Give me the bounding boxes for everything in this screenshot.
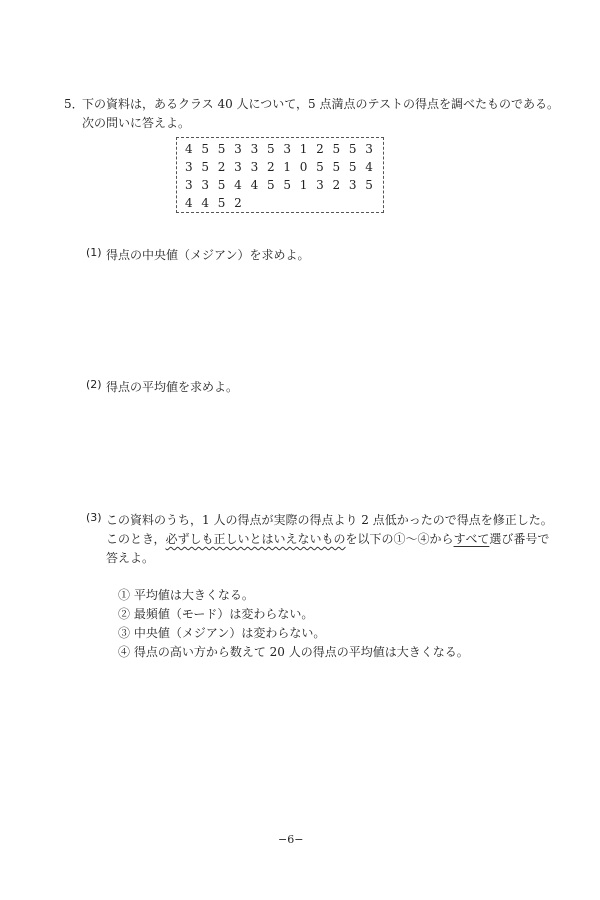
data-cell: 1 (283, 160, 291, 174)
score-data-box (176, 137, 384, 213)
data-cell: 1 (299, 178, 308, 192)
answer-option-4: ④ 得点の高い方から数えて 20 人の得点の平均値は大きくなる。 (118, 645, 469, 659)
data-cell: 5 (348, 160, 357, 174)
underlined-phrase: すべて (453, 532, 490, 546)
wavy-underlined-phrase: 必ずしも正しいとはいえないもの (165, 532, 346, 546)
answer-option-2: ② 最頻値（モード）は変わらない。 (118, 607, 314, 621)
answer-option-1: ① 平均値は大きくなる。 (118, 588, 254, 602)
data-cell: 5 (266, 178, 275, 192)
question-1-text: 得点の中央値（メジアン）を求めよ。 (106, 248, 310, 262)
data-row (185, 160, 382, 174)
data-cell: 5 (348, 142, 357, 156)
data-row (185, 196, 251, 210)
data-cell: 3 (348, 178, 357, 192)
answer-option-3: ③ 中央値（メジアン）は変わらない。 (118, 626, 326, 640)
data-row (185, 142, 382, 156)
data-cell: 3 (250, 160, 259, 174)
data-cell: 2 (266, 160, 275, 174)
data-cell: 3 (185, 178, 193, 192)
question-2-text: 得点の平均値を求めよ。 (106, 380, 239, 394)
question-3-line-2-mid: を以下の①～④から (345, 532, 454, 546)
data-cell: 5 (201, 160, 210, 174)
data-cell: 3 (185, 160, 193, 174)
data-cell: 3 (316, 178, 324, 192)
data-cell: 4 (185, 196, 193, 210)
problem-intro-line-1: 下の資料は，あるクラス 40 人について，5 点満点のテストの得点を調べたものである。 (82, 97, 560, 111)
data-cell: 3 (365, 142, 373, 156)
data-cell: 2 (332, 178, 341, 192)
data-cell: 4 (185, 142, 193, 156)
question-3-line-3: 答えよ。 (106, 551, 155, 565)
data-cell: 5 (201, 142, 210, 156)
data-cell: 5 (332, 142, 341, 156)
data-cell: 4 (250, 178, 259, 192)
question-2-number: (2) (86, 378, 102, 391)
data-cell: 2 (234, 196, 242, 210)
data-cell: 5 (217, 178, 226, 192)
data-row (185, 178, 382, 192)
problem-intro-line-2: 次の問いに答えよ。 (82, 116, 191, 130)
data-cell: 5 (217, 196, 226, 210)
data-cell: 5 (217, 142, 226, 156)
data-cell: 5 (316, 160, 324, 174)
data-cell: 3 (201, 178, 210, 192)
data-cell: 3 (234, 142, 242, 156)
data-cell: 4 (201, 196, 210, 210)
page-number: −6− (278, 833, 304, 846)
data-cell: 5 (283, 178, 291, 192)
question-3-line-2-pre: このとき， (106, 532, 166, 546)
problem-number: 5． (64, 97, 84, 111)
data-cell: 0 (299, 160, 308, 174)
data-cell: 3 (250, 142, 259, 156)
data-cell: 3 (234, 160, 242, 174)
data-cell: 5 (266, 142, 275, 156)
question-3-line-2 (106, 530, 549, 547)
data-cell: 5 (365, 178, 373, 192)
question-3-line-2-post: 選び番号で (489, 532, 550, 546)
data-cell: 2 (217, 160, 226, 174)
question-3-number: (3) (86, 511, 102, 524)
data-cell: 2 (316, 142, 324, 156)
question-3-line-1: この資料のうち，1 人の得点が実際の得点より 2 点低かったので得点を修正した。 (106, 513, 553, 527)
data-cell: 3 (283, 142, 291, 156)
question-1-number: (1) (86, 246, 102, 259)
data-cell: 1 (299, 142, 308, 156)
data-cell: 5 (332, 160, 341, 174)
data-cell: 4 (365, 160, 373, 174)
data-cell: 4 (234, 178, 242, 192)
